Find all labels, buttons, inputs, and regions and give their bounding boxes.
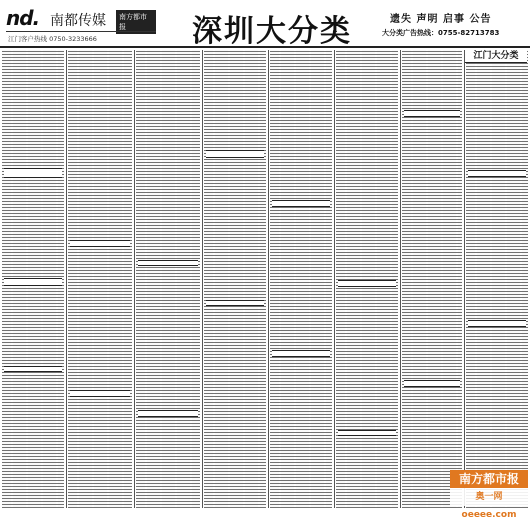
watermark-brand: 南方都市报 [450, 470, 528, 488]
column-divider [268, 50, 269, 508]
classified-columns [0, 50, 530, 508]
ad-box [70, 390, 130, 397]
column-2 [68, 50, 132, 508]
ad-box [4, 168, 62, 178]
ad-box [272, 350, 330, 357]
brand-tag: 南方都市报 [116, 10, 156, 34]
brand-block [6, 6, 156, 42]
ad-box [404, 380, 460, 387]
column-4 [204, 50, 266, 508]
column-6 [336, 50, 398, 508]
column-divider [202, 50, 203, 508]
column-divider [334, 50, 335, 508]
ad-box [468, 170, 526, 177]
ad-hotline: 大分类广告热线：0755-82713783 [382, 29, 500, 37]
page-subtitle: 遗失 声明 启事 公告 [390, 14, 492, 25]
ad-box [206, 300, 264, 306]
column-1 [2, 50, 64, 508]
ad-box [70, 240, 130, 247]
column-8 [466, 50, 528, 508]
ad-box [338, 280, 396, 287]
ad-box [272, 200, 330, 207]
column-divider [464, 50, 465, 508]
ad-box [338, 430, 396, 436]
jiangmen-section-label: 江门大分类 [465, 50, 527, 63]
newspaper-watermark [450, 470, 530, 520]
brand-phone: 江门客户热线 0750-3233666 [8, 35, 97, 43]
ad-box [206, 150, 264, 158]
ad-box [404, 110, 460, 117]
column-divider [400, 50, 401, 508]
column-5 [270, 50, 332, 508]
column-divider [66, 50, 67, 508]
ad-box [138, 410, 198, 417]
column-divider [134, 50, 135, 508]
column-3 [136, 50, 200, 508]
ad-box [468, 320, 526, 327]
page-title: 深圳大分类 [192, 14, 352, 49]
ad-box [138, 260, 198, 266]
brand-divider [6, 31, 156, 32]
ad-box [4, 366, 62, 372]
watermark-site: 奥一网oeeee.com [450, 488, 528, 506]
brand-logo: nd. [6, 6, 40, 30]
page-header [0, 0, 530, 48]
brand-name: 南都传媒 [50, 13, 106, 29]
ad-box [4, 278, 62, 286]
column-7 [402, 50, 462, 508]
